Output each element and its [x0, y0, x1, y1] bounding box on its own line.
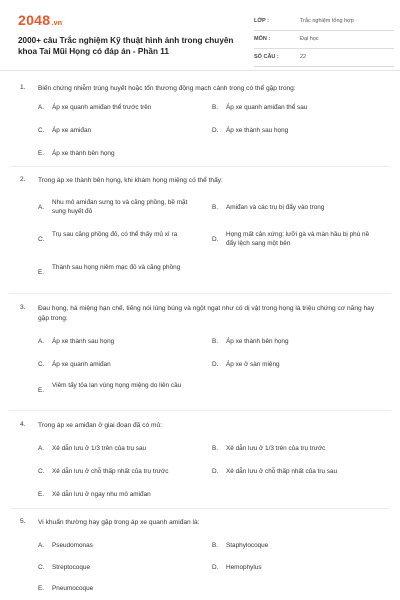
question-text: Trong áp xe thành bên họng, khi khám họng miệng có thể thấy:	[38, 177, 223, 184]
option-letter: A.	[38, 104, 45, 111]
option-text: Áp xe ở sàn miệng	[226, 361, 280, 368]
option-text: Xẻ dẫn lưu ở chỗ thấp nhất của trụ trước	[52, 468, 169, 475]
question-divider	[10, 293, 390, 294]
option-text: Streptocoque	[52, 564, 91, 571]
meta-label: MÔN :	[254, 36, 271, 42]
option-letter: C.	[38, 236, 45, 243]
option-text: Áp xe amiđan	[52, 127, 92, 134]
option-text: Áp xe thành bên họng	[226, 338, 289, 345]
option-text: Trụ sau căng phồng đỏ, có thể thấy mủ xì ra	[52, 231, 178, 238]
option-letter: A.	[38, 204, 45, 211]
header-divider	[0, 70, 400, 71]
question-number: 2.	[20, 176, 26, 183]
option-letter: C.	[38, 361, 45, 368]
option-text: Họng mất cân xứng: lưỡi gà và màn hầu bị phù nề đẩy lệch sang một bên	[226, 231, 370, 247]
question-divider	[10, 166, 390, 167]
option-letter: E.	[38, 491, 45, 498]
question-text: Vi khuẩn thường hay gặp trong áp xe quanh amiđan là:	[38, 519, 200, 526]
question-divider	[10, 508, 390, 509]
option-text: Áp xe quanh amiđan thể sau	[226, 104, 308, 111]
option-letter: A.	[38, 542, 45, 549]
meta-value: Đại học	[300, 36, 319, 42]
option-text: Xẻ dẫn lưu ở 1/3 trên của trụ sau	[52, 445, 147, 452]
option-letter: B.	[212, 445, 219, 452]
meta-row-subject	[254, 34, 394, 49]
option-text: Áp xe thành bên họng	[52, 150, 115, 157]
option-text: Nhu mô amiđan sưng to và căng phồng, bề mặt sung huyết đỏ	[52, 199, 188, 215]
option-text: Pseudomonas	[52, 542, 93, 549]
option-text: Pneumocoque	[52, 585, 94, 592]
option-text: Áp xe quanh amiđan thể trước trên	[52, 104, 152, 111]
option-text: Xẻ dẫn lưu ở 1/3 trên của trụ trước	[226, 445, 326, 452]
question-number: 1.	[20, 84, 26, 91]
option-letter: B.	[212, 542, 219, 549]
question-text: Trong áp xe amiđan ở giai đoạn đã có mủ:	[38, 422, 162, 429]
option-letter: C.	[38, 564, 45, 571]
option-letter: B.	[212, 104, 219, 111]
meta-row-count	[254, 52, 394, 67]
meta-info	[254, 16, 394, 70]
option-letter: D.	[212, 361, 219, 368]
option-text: Xẻ dẫn lưu ở chỗ thấp nhất của trụ sau	[226, 468, 338, 475]
meta-label: SỐ CÂU :	[254, 54, 279, 60]
document-title: 2000+ câu Trắc nghiệm Kỹ thuật hình ảnh trong chuyên khoa Tai Mũi Họng có đáp án - Phần 11	[18, 36, 234, 56]
meta-row-class	[254, 16, 394, 31]
question-text: Biến chứng nhiễm trùng huyết hoặc tổn thương động mạch cảnh trong có thể gặp trong:	[38, 85, 296, 92]
option-text: Staphylocoque	[226, 542, 269, 549]
option-text: Áp xe thành sau họng	[226, 127, 289, 134]
option-letter: D.	[212, 236, 219, 243]
option-letter: A.	[38, 445, 45, 452]
option-letter: B.	[212, 204, 219, 211]
option-text: Amiđan và các trụ bị đẩy vào trong	[226, 204, 325, 211]
document-header	[18, 12, 388, 74]
logo-suffix: .vn	[51, 20, 63, 27]
option-letter: E.	[38, 150, 45, 157]
option-text: Xẻ dẫn lưu ở ngay nhu mô amiđan	[52, 491, 151, 498]
question-text: Đau họng, há miệng hạn chế, tiếng nói lúng búng và ngột ngạt như có dị vật trong họng là triệu chứng cơ năng hay gặp trong:	[38, 305, 375, 322]
option-letter: B.	[212, 338, 219, 345]
meta-label: LỚP :	[254, 18, 269, 24]
option-letter: E.	[38, 585, 45, 592]
question-divider	[10, 410, 390, 411]
question-number: 3.	[20, 304, 26, 311]
meta-value: Trắc nghiệm tổng hợp	[300, 18, 354, 24]
option-letter: C.	[38, 468, 45, 475]
site-logo[interactable]	[18, 12, 62, 28]
option-text: Viêm tấy tỏa lan vùng họng miệng do liên cầu	[52, 382, 182, 389]
option-text: Áp xe quanh amiđan	[52, 361, 111, 368]
option-text: Áp xe thành sau họng	[52, 338, 115, 345]
option-letter: D.	[212, 127, 219, 134]
option-letter: E.	[38, 387, 45, 394]
option-letter: D.	[212, 564, 219, 571]
option-text: Hemophylus	[226, 564, 262, 571]
option-letter: E.	[38, 269, 45, 276]
option-letter: C.	[38, 127, 45, 134]
question-number: 4.	[20, 421, 26, 428]
meta-value: 22	[300, 54, 307, 60]
option-letter: D.	[212, 468, 219, 475]
logo-main: 2048	[18, 12, 51, 28]
question-number: 5.	[20, 518, 26, 525]
option-letter: A.	[38, 338, 45, 345]
option-text: Thành sau họng niêm mạc đỏ và căng phồng	[52, 264, 181, 271]
